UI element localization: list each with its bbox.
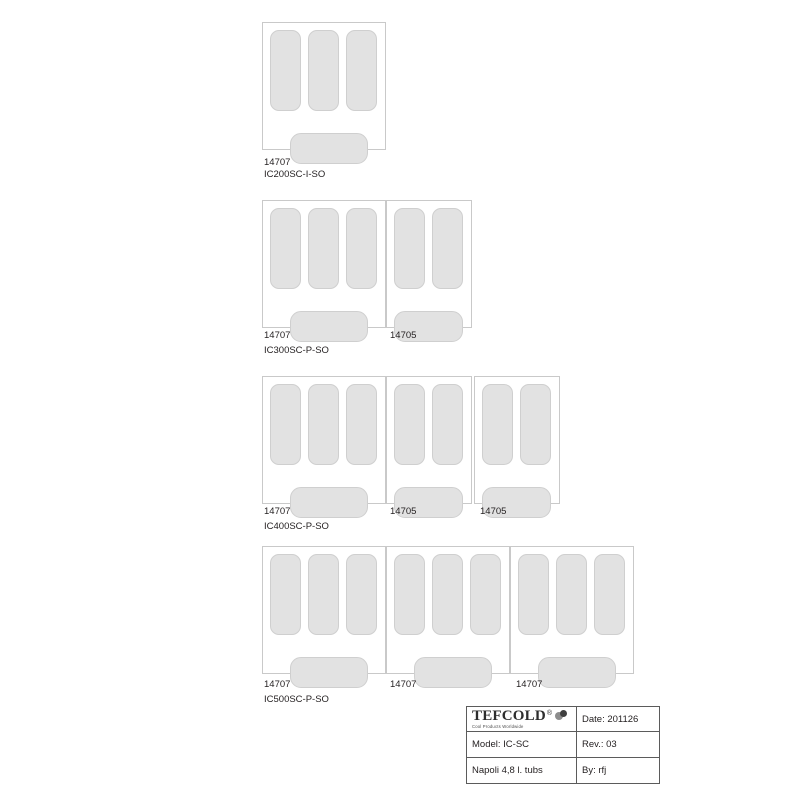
tub-top-1 xyxy=(394,208,425,289)
author-cell: By: rfj xyxy=(582,764,607,776)
tub-top-2 xyxy=(308,384,339,465)
model-label: IC500SC-P-SO xyxy=(264,694,329,705)
panel-14707 xyxy=(510,546,634,674)
tub-top-2 xyxy=(432,554,463,635)
panel-code-label: 14705 xyxy=(390,330,417,341)
panel-14707 xyxy=(262,22,386,150)
panel-14707 xyxy=(386,546,510,674)
tub-top-1 xyxy=(518,554,549,635)
panel-code-label: 14707 xyxy=(390,679,417,690)
tub-top-3 xyxy=(346,30,377,111)
panel-code-label: 14707 xyxy=(264,330,291,341)
tub-bottom-1 xyxy=(290,133,368,164)
panel-code-label: 14707 xyxy=(264,679,291,690)
title-block xyxy=(466,706,660,784)
tub-top-3 xyxy=(346,384,377,465)
tub-top-3 xyxy=(470,554,501,635)
panel-code-label: 14707 xyxy=(264,506,291,517)
product-cell: Napoli 4,8 l. tubs xyxy=(467,758,577,783)
tub-bottom-1 xyxy=(290,487,368,518)
panel-14705 xyxy=(474,376,560,504)
tub-bottom-1 xyxy=(538,657,616,688)
brand-trademark-icon: ® xyxy=(546,710,553,718)
tub-top-3 xyxy=(594,554,625,635)
model-label: IC200SC-I-SO xyxy=(264,169,326,180)
revision-cell: Rev.: 03 xyxy=(577,732,659,757)
tub-top-2 xyxy=(556,554,587,635)
model-cell: Model: IC-SC xyxy=(467,732,577,757)
model-label: IC400SC-P-SO xyxy=(264,521,329,532)
tub-top-2 xyxy=(432,384,463,465)
tub-top-1 xyxy=(270,208,301,289)
tub-top-2 xyxy=(520,384,551,465)
tefcold-logo-icon xyxy=(555,710,568,721)
tub-top-1 xyxy=(394,384,425,465)
tub-top-1 xyxy=(270,554,301,635)
tub-top-2 xyxy=(432,208,463,289)
tub-top-2 xyxy=(308,554,339,635)
panel-14707 xyxy=(262,376,386,504)
panel-14707 xyxy=(262,200,386,328)
date-cell: Date: 201126 xyxy=(577,707,659,732)
panel-code-label: 14705 xyxy=(390,506,417,517)
tub-bottom-1 xyxy=(290,657,368,688)
panel-14707 xyxy=(262,546,386,674)
panel-code-label: 14705 xyxy=(480,506,507,517)
tub-top-3 xyxy=(346,554,377,635)
brand-tagline: Cool Products Worldwide xyxy=(472,724,524,730)
panel-14705 xyxy=(386,200,472,328)
tub-bottom-1 xyxy=(290,311,368,342)
model-label: IC300SC-P-SO xyxy=(264,345,329,356)
panel-14705 xyxy=(386,376,472,504)
tub-top-2 xyxy=(308,208,339,289)
brand-name: TEFCOLD xyxy=(472,708,546,725)
tub-top-1 xyxy=(482,384,513,465)
tub-top-2 xyxy=(308,30,339,111)
tub-top-1 xyxy=(394,554,425,635)
brand-logo-cell xyxy=(467,707,577,732)
tub-top-1 xyxy=(270,30,301,111)
panel-code-label: 14707 xyxy=(516,679,543,690)
tub-bottom-1 xyxy=(414,657,492,688)
panel-code-label: 14707 xyxy=(264,157,291,168)
tub-top-1 xyxy=(270,384,301,465)
tub-top-3 xyxy=(346,208,377,289)
